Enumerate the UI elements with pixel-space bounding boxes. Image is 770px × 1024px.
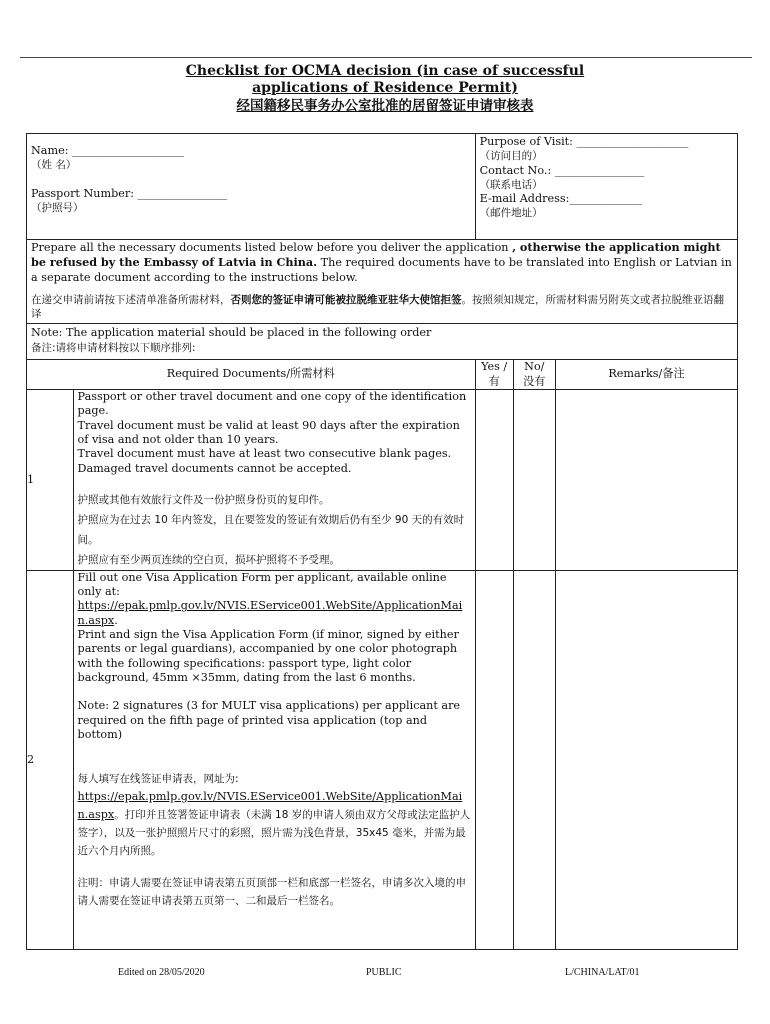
- row-document: [73, 390, 475, 571]
- visa-form-link[interactable]: https://epak.pmlp.gov.lv/NVIS.EService001.WebSite/ApplicationMain.aspx: [77, 599, 463, 627]
- visa-form-link-cn[interactable]: https://epak.pmlp.gov.lv/NVIS.EService001.WebSite/ApplicationMain.aspx: [77, 790, 463, 822]
- intro-en-start: Prepare all the necessary documents listed below before you deliver the application: [31, 241, 513, 254]
- remarks-cell[interactable]: [555, 390, 737, 571]
- note-cn: 备注:请将申请材料按以下顺序排列:: [31, 341, 196, 354]
- passport-label-cn: （护照号）: [31, 201, 84, 214]
- table-row: [27, 570, 738, 949]
- top-rule: [20, 57, 752, 58]
- row-document: [73, 570, 475, 949]
- checklist-table: [26, 133, 738, 950]
- row1-en-1: Passport or other travel document and one copy of the identification page.: [77, 390, 467, 418]
- row-number: 1: [27, 390, 74, 571]
- applicant-info-row: [27, 134, 738, 240]
- footer-classification: PUBLIC: [366, 967, 402, 978]
- no-checkbox-cell[interactable]: [513, 570, 555, 949]
- note-en: Note: The application material should be placed in the following order: [31, 326, 432, 340]
- header-remarks: Remarks/备注: [555, 360, 737, 390]
- contact-field[interactable]: Contact No.: ________________: [479, 163, 645, 177]
- row1-cn-2: 护照应为在过去 10 年内签发，且在要签发的签证有效期后仍有至少 90 天的有效时间。: [77, 513, 465, 546]
- no-checkbox-cell[interactable]: [513, 390, 555, 571]
- header-documents: Required Documents/所需材料: [27, 360, 476, 390]
- header-yes: Yes /有: [475, 360, 513, 390]
- row1-cn-1: 护照或其他有效旅行文件及一份护照身份页的复印件。: [77, 493, 330, 506]
- note-row: [27, 324, 738, 360]
- purpose-label-cn: （访问目的）: [479, 150, 543, 163]
- row2-en-2: Print and sign the Visa Application Form (if minor, signed by either parents or legal guardians), accompanied by one color photograph with the following specifications: passport type, light color background, 45mm ×35mm, dating from the last 6 months.: [77, 628, 459, 684]
- purpose-field[interactable]: Purpose of Visit: ____________________: [479, 135, 689, 148]
- intro-cn-warning: 否则您的签证申请可能被拉脱维亚驻华大使馆拒签: [230, 293, 462, 306]
- title-line-2: applications of Residence Permit): [252, 80, 518, 96]
- intro-en-end: The required documents have to be translated into English or Latvian in a separate document according to the instructions below.: [31, 256, 732, 284]
- intro-en-warning: , otherwise the application might be refused by the Embassy of Latvia in China.: [31, 240, 721, 270]
- row2-cn-3: 注明：申请人需要在签证申请表第五页顶部一栏和底部一栏签名，申请多次入境的申请人需要在签证申请表第五页第一、二和最后一栏签名。: [77, 877, 467, 908]
- email-label-cn: （邮件地址）: [479, 207, 543, 220]
- applicant-left-cell: [27, 134, 476, 240]
- yes-checkbox-cell[interactable]: [475, 390, 513, 571]
- name-label-cn: （姓 名）: [31, 159, 77, 172]
- footer-edited-date: Edited on 28/05/2020: [118, 967, 205, 978]
- header-no: No/ 没有: [513, 360, 555, 390]
- row1-cn-3: 护照应有至少两页连续的空白页，损坏护照将不予受理。: [77, 553, 341, 566]
- table-header-row: [27, 360, 738, 390]
- title-line-1: Checklist for OCMA decision (in case of successful: [185, 63, 585, 79]
- row1-en-2: Travel document must be valid at least 90 days after the expiration of visa and not older than 10 years.: [77, 418, 460, 446]
- row2-cn-1: 每人填写在线签证申请表，网址为:: [77, 773, 239, 786]
- row-number: 2: [27, 570, 74, 949]
- applicant-right-cell: [475, 134, 737, 240]
- title-chinese: 经国籍移民事务办公室批准的居留签证申请审核表: [236, 98, 534, 114]
- note-cell: [27, 324, 738, 360]
- name-field[interactable]: Name: ____________________: [31, 144, 184, 157]
- yes-checkbox-cell[interactable]: [475, 570, 513, 949]
- remarks-cell[interactable]: [555, 570, 737, 949]
- table-row: [27, 390, 738, 571]
- intro-cn-start: 在递交申请前请按下述清单准备所需材料，: [31, 293, 231, 306]
- footer-document-code: L/CHINA/LAT/01: [565, 967, 640, 978]
- row2-en-1-end: .: [114, 613, 118, 627]
- passport-number-field[interactable]: Passport Number: ________________: [31, 186, 228, 200]
- row2-en-1: Fill out one Visa Application Form per applicant, available online only at:: [77, 570, 447, 599]
- intro-row: [27, 240, 738, 324]
- row2-cn-2: 。打印并且签署签证申请表（未满 18 岁的申请人须由双方父母或法定监护人签字），以及一张护照照片尺寸的彩照，照片需为浅色背景，35x45 毫米，并需为最近六个月内所照。: [77, 809, 471, 858]
- row2-en-3: Note: 2 signatures (3 for MULT visa applications) per applicant are required on the fifth page of printed visa application (top and bottom): [77, 699, 461, 741]
- contact-label-cn: （联系电话）: [479, 178, 543, 191]
- intro-cell: [27, 240, 738, 324]
- intro-cn-end: 。按照须知规定，所需材料需另附英文或者拉脱维亚语翻译: [31, 293, 724, 321]
- email-field[interactable]: E-mail Address:_____________: [479, 192, 643, 206]
- row1-en-3: Travel document must have at least two consecutive blank pages. Damaged travel documents cannot be accepted.: [77, 447, 452, 475]
